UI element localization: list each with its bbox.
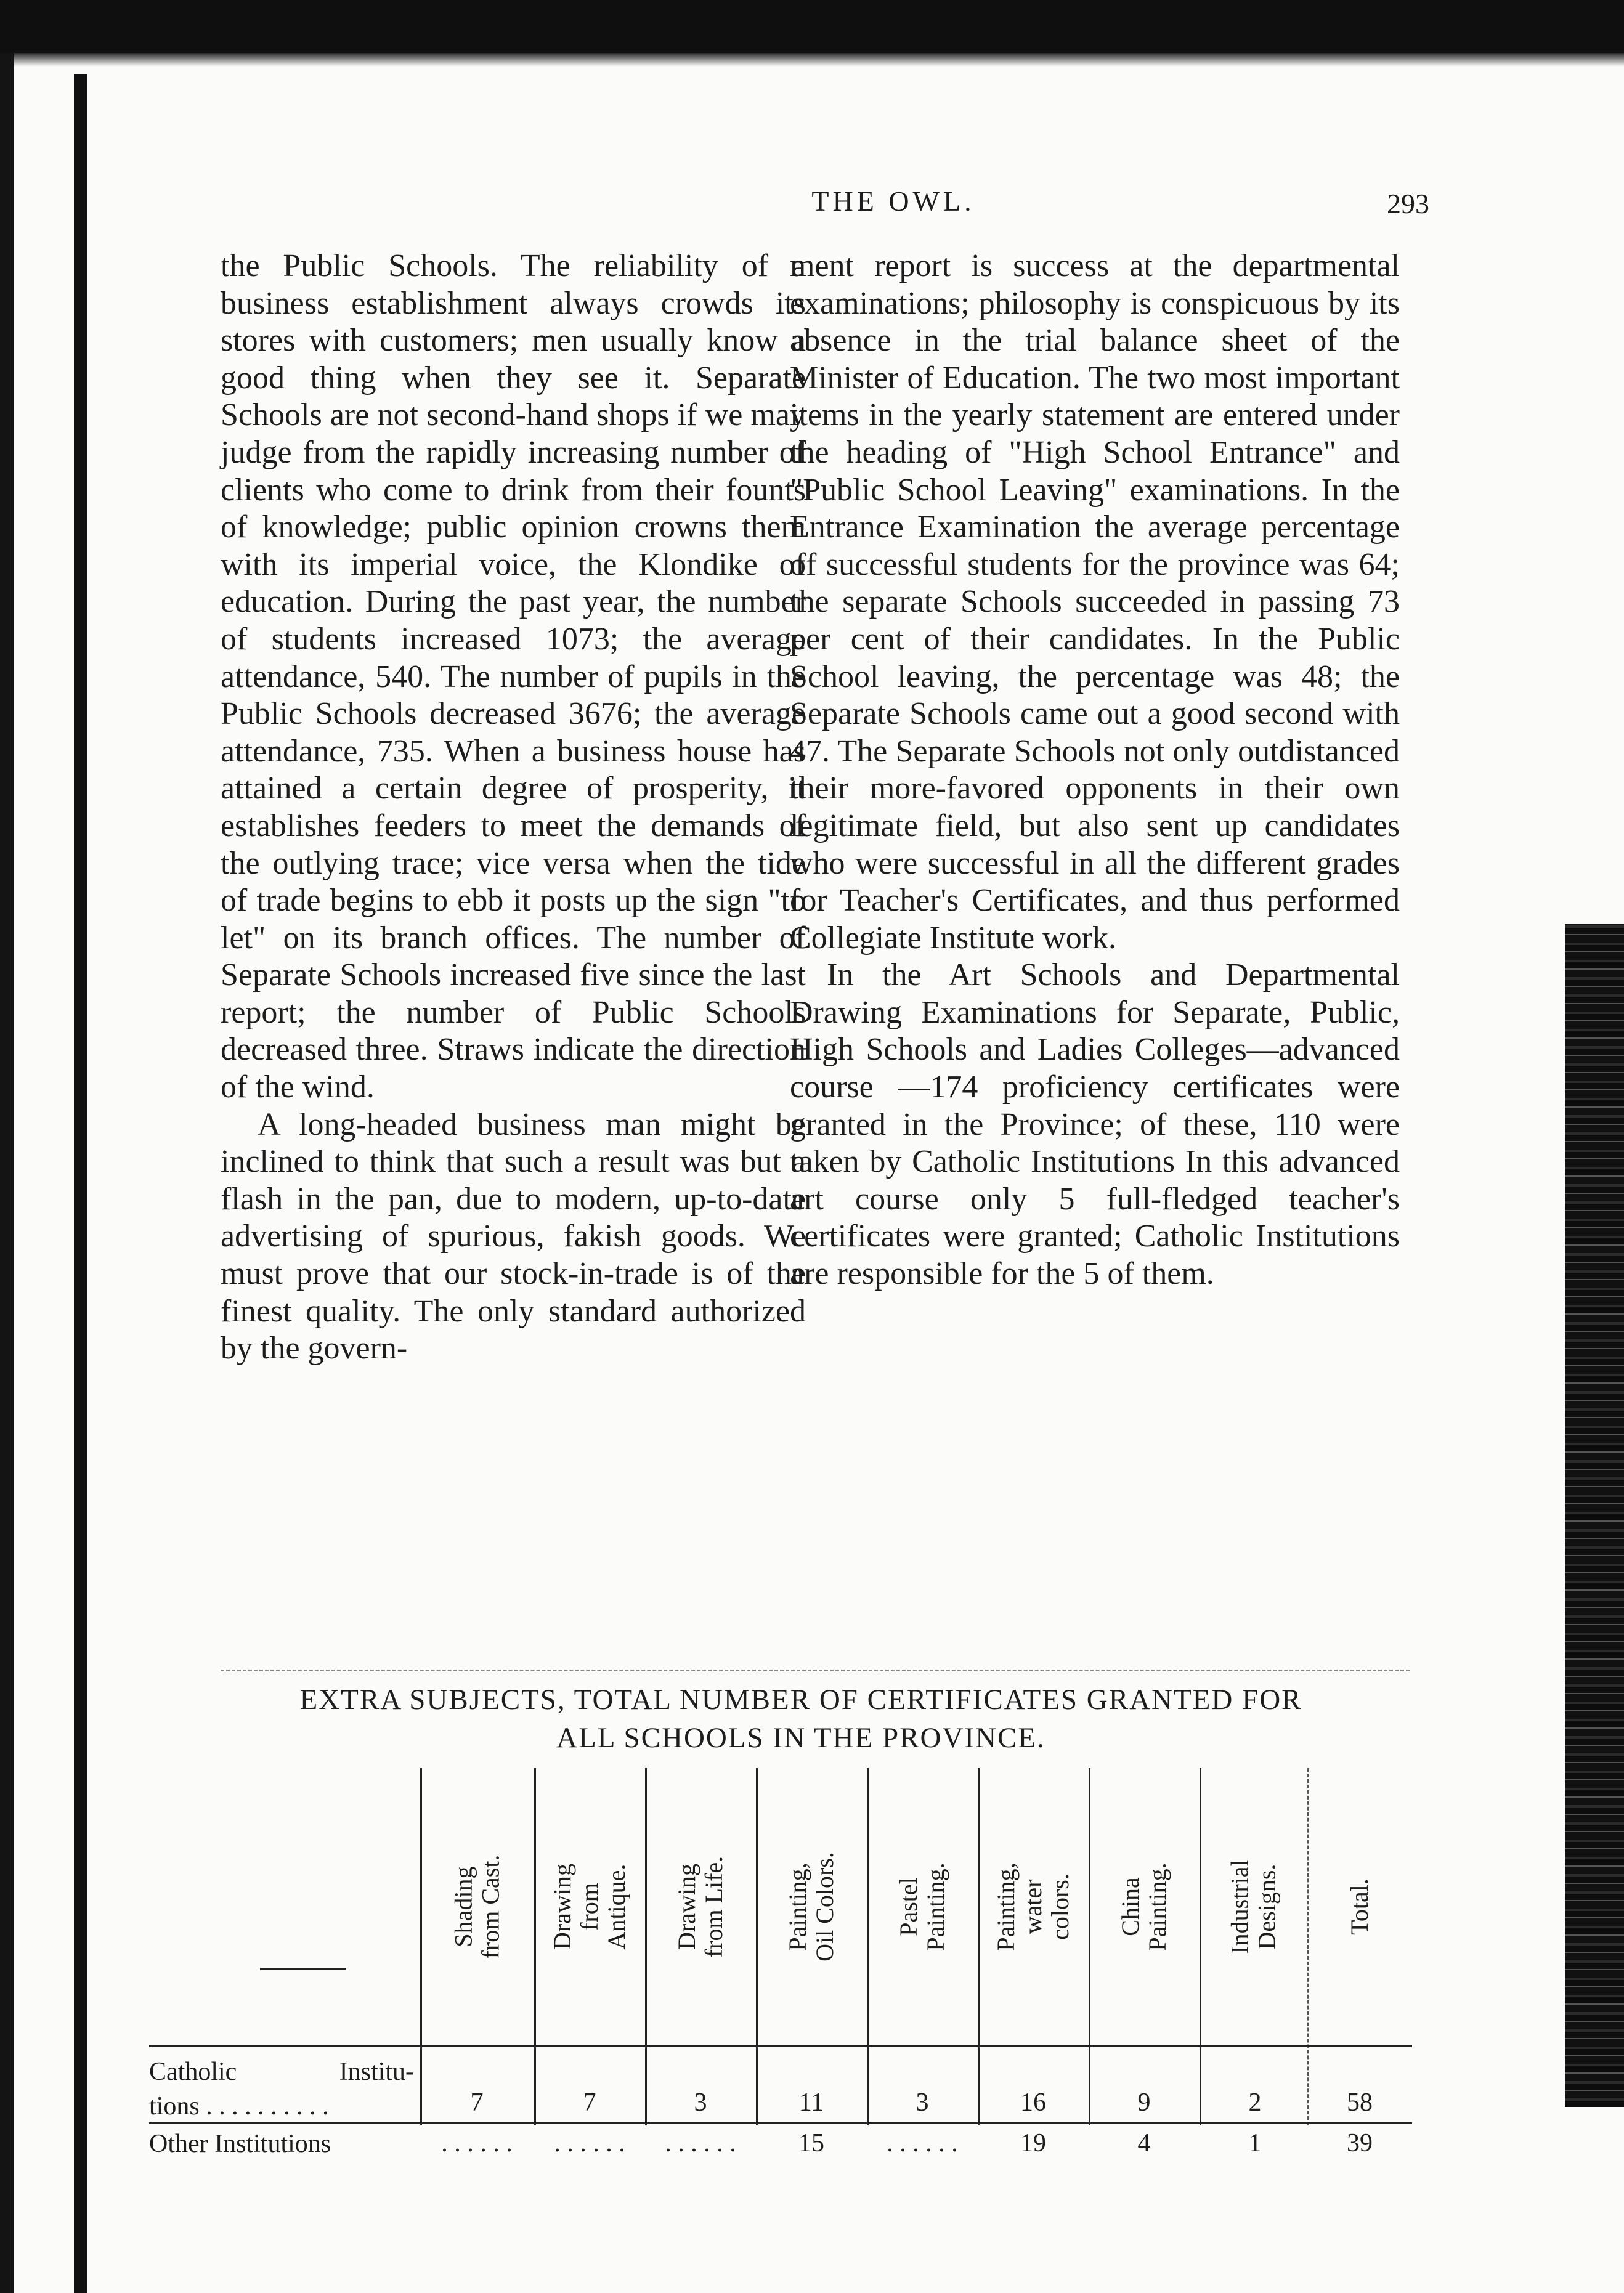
table-cell: 4 bbox=[1137, 2129, 1151, 2157]
row-label bbox=[149, 2055, 414, 2124]
scan-top-shadow bbox=[0, 53, 1624, 67]
table-cell: 11 bbox=[798, 2088, 824, 2117]
column-header: Pastel Painting. bbox=[895, 1862, 949, 1951]
right-column bbox=[790, 248, 1400, 1293]
paragraph: the Public Schools. The reliability of a business establishment always crowds its stores with customers; men usually know a good thing when they see it. Separate Schools are not second-hand shops if we may judge from the rapidly increasing number of clients who come to drink from their founts of knowledge; public opinion crowns them with its imperial voice, the Klondike of education. During the past year, the number of students increased 1073; the average attendance, 540. The number of pupils in the Public Schools decreased 3676; the average attendance, 735. When a business house has attained a certain degree of prosperity, it establishes feeders to meet the demands of the outlying trace; vice versa when the tide of trade begins to ebb it posts up the sign "to let" on its branch offices. The number of Separate Schools increased five since the last report; the number of Public Schools decreased three. Straws indicate the direction of the wind. bbox=[221, 248, 806, 1105]
table-cell: . . . . . . bbox=[665, 2129, 736, 2157]
row-label: Other Institutions bbox=[149, 2130, 331, 2158]
table-cell: 2 bbox=[1248, 2088, 1262, 2117]
table-cell: 7 bbox=[583, 2088, 596, 2117]
page-title: THE OWL. bbox=[811, 185, 975, 217]
paragraph: ment report is success at the departmental examinations; philosophy is conspicuous by its absence in the trial balance sheet of the Minister of Education. The two most important items in the yearly statement are entered under the heading of "High School Entrance" and "Public School Leaving" examinations. In the Entrance Examination the average percentage of successful students for the province was 64; the separate Schools succeeded in passing 73 per cent of their candidates. In the Public School leaving, the percentage was 48; the Separate Schools came out a good second with 47. The Separate Schools not only outdistanced their more-favored opponents in their own legitimate field, but also sent up candidates who were successful in all the different grades for Teacher's Certificates, and thus performed Collegiate Institute work. bbox=[790, 248, 1400, 956]
table-cell: . . . . . . bbox=[441, 2129, 513, 2157]
column-header: Painting, water colors. bbox=[992, 1862, 1074, 1951]
row-label-line: Catholic Institu- bbox=[149, 2058, 414, 2086]
table-title bbox=[185, 1681, 1417, 1757]
table-cell: 3 bbox=[916, 2088, 929, 2117]
scan-top-bar bbox=[0, 0, 1624, 53]
table-cell: . . . . . . bbox=[554, 2129, 625, 2157]
table-cell: . . . . . . bbox=[887, 2129, 958, 2157]
column-header: China Painting. bbox=[1116, 1862, 1171, 1951]
table-cell: 19 bbox=[1020, 2129, 1046, 2157]
column-header: Drawing from Antique. bbox=[548, 1864, 630, 1950]
section-divider bbox=[221, 1670, 1410, 1671]
table-cell: 3 bbox=[694, 2088, 707, 2117]
paragraph: In the Art Schools and Departmental Drawing Examinations for Separate, Public, High Schools and Ladies Colleges—advanced course —174 proficiency certificates were granted in the Province; of these, 110 were taken by Catholic Institutions In this advanced art course only 5 full-fledged teacher's certificates were granted; Catholic Institutions are responsible for the 5 of them. bbox=[790, 957, 1400, 1292]
table-title-line: EXTRA SUBJECTS, TOTAL NUMBER OF CERTIFICATES GRANTED FOR bbox=[299, 1684, 1302, 1716]
scan-left-edge bbox=[0, 53, 14, 2293]
left-column bbox=[221, 248, 806, 1368]
dash-placeholder bbox=[260, 1968, 346, 1970]
table-cell: 15 bbox=[798, 2129, 824, 2157]
table-cell: 7 bbox=[470, 2088, 484, 2117]
binding-spine bbox=[74, 74, 87, 2293]
header-rule bbox=[149, 2045, 1412, 2047]
table-cell: 39 bbox=[1347, 2129, 1373, 2157]
row-label-line: tions . . . . . . . . . . bbox=[149, 2092, 329, 2121]
column-header: Industrial Designs. bbox=[1225, 1859, 1281, 1954]
table-cell: 16 bbox=[1020, 2088, 1046, 2117]
table-cell: 9 bbox=[1137, 2088, 1151, 2117]
scan-right-edge bbox=[1565, 924, 1624, 2107]
column-header: Shading from Cast. bbox=[449, 1854, 505, 1959]
table-cell: 58 bbox=[1347, 2088, 1373, 2117]
page-number: 293 bbox=[1387, 188, 1429, 219]
certificates-table bbox=[149, 1768, 1412, 2158]
running-head bbox=[185, 185, 1429, 224]
table-title-line: ALL SCHOOLS IN THE PROVINCE. bbox=[556, 1722, 1045, 1754]
table-cell: 1 bbox=[1248, 2129, 1262, 2157]
column-header: Painting, Oil Colors. bbox=[784, 1852, 838, 1962]
column-header: Drawing from Life. bbox=[673, 1856, 728, 1958]
column-header: Total. bbox=[1346, 1878, 1373, 1935]
paragraph: A long-headed business man might be inclined to think that such a result was but a flash in the pan, due to modern, up-to-date advertising of spurious, fakish goods. We must prove that our stock-in-trade is of the finest quality. The only standard authorized by the govern- bbox=[221, 1106, 806, 1366]
